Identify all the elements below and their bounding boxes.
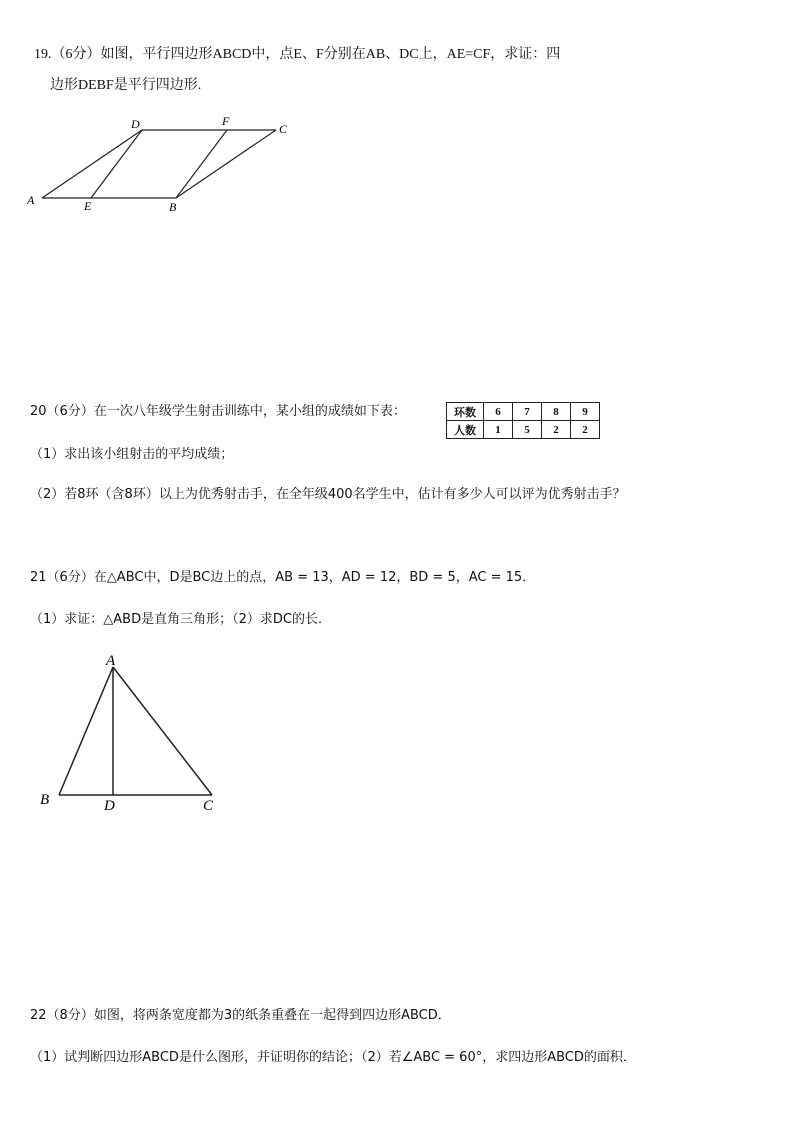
table-cell: 8	[542, 403, 571, 421]
table-cell: 1	[484, 421, 513, 439]
q19-label-d: D	[131, 117, 140, 131]
table-row	[447, 421, 600, 439]
table-cell: 9	[571, 403, 600, 421]
q20-score-table	[446, 402, 600, 439]
q21-label-d: D	[104, 798, 115, 814]
q19-segment-ad	[42, 130, 142, 198]
q21-label-b: B	[40, 792, 50, 808]
q19-segment-bc	[176, 130, 276, 198]
q19-segment-de	[91, 130, 142, 198]
q20-part2: （2）若8环（含8环）以上为优秀射击手，在全年级400名学生中，估计有多少人可以评为优秀射击手？	[30, 487, 626, 502]
q22-parts: （1）试判断四边形ABCD是什么图形，并证明你的结论；（2）若∠ABC = 60°，求四边形ABCD的面积．	[30, 1050, 636, 1065]
q20-part1: （1）求出该小组射击的平均成绩；	[30, 447, 234, 462]
q21-label-a: A	[106, 653, 116, 669]
q21-parts: （1）求证：△ABD是直角三角形；（2）求DC的长．	[30, 612, 331, 627]
table-header-rings: 环数	[447, 403, 484, 421]
q19-label-f: F	[222, 114, 230, 128]
q19-label-c: C	[279, 122, 288, 136]
q19-stem-line1: 19.（6分）如图，平行四边形ABCD中，点E、F分别在AB、DC上，AE=CF，求证：四	[34, 47, 561, 62]
table-row	[447, 403, 600, 421]
q21-segment-ab	[59, 667, 113, 795]
q21-segment-ac	[113, 667, 212, 795]
table-cell: 7	[513, 403, 542, 421]
q20-stem: 20（6分）在一次八年级学生射击训练中，某小组的成绩如下表：	[30, 404, 406, 419]
table-header-people: 人数	[447, 421, 484, 439]
q21-label-c: C	[203, 798, 214, 814]
q21-stem: 21（6分）在△ABC中，D是BC边上的点，AB = 13，AD = 12，BD = 5，AC = 15．	[30, 570, 536, 585]
q19-stem-line2: 边形DEBF是平行四边形.	[50, 78, 202, 93]
q19-label-a: A	[27, 193, 35, 207]
q19-label-b: B	[169, 200, 177, 214]
q19-parallelogram-figure	[0, 110, 320, 220]
q22-stem: 22（8分）如图，将两条宽度都为3的纸条重叠在一起得到四边形ABCD．	[30, 1008, 451, 1023]
table-cell: 6	[484, 403, 513, 421]
table-cell: 2	[571, 421, 600, 439]
q21-triangle-figure	[0, 640, 240, 820]
q19-segment-bf	[176, 130, 227, 198]
table-cell: 5	[513, 421, 542, 439]
q19-label-e: E	[84, 199, 92, 213]
table-cell: 2	[542, 421, 571, 439]
